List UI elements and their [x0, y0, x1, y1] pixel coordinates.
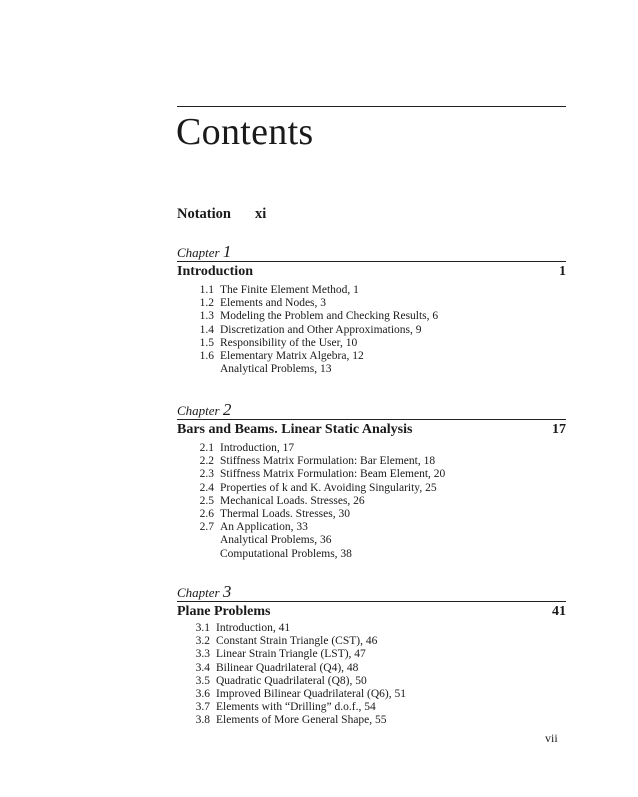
section-number: 3.3	[195, 648, 210, 661]
section-title: Elements and Nodes, 3	[220, 297, 327, 310]
section-title: Elements of More General Shape, 55	[216, 714, 387, 727]
notation-label: Notation	[177, 206, 231, 222]
toc-entry	[177, 495, 566, 508]
section-number: 3.6	[195, 688, 210, 701]
section-title: Elements with “Drilling” d.o.f., 54	[216, 701, 376, 714]
chapter-title: Bars and Beams. Linear Static Analysis	[177, 422, 413, 437]
toc-entry	[177, 521, 566, 534]
toc-entry	[177, 714, 566, 727]
chapter-number: 3	[222, 582, 232, 601]
toc-entry	[177, 534, 566, 547]
toc-entry	[177, 701, 566, 714]
page-title: Contents	[176, 111, 314, 153]
section-number: 2.4	[199, 481, 214, 494]
section-title: Constant Strain Triangle (CST), 46	[216, 635, 378, 648]
section-number: 3.4	[195, 661, 210, 674]
chapter-number: 2	[222, 400, 232, 419]
section-title: Properties of k and K. Avoiding Singularity, 25	[220, 481, 437, 494]
section-title: Improved Bilinear Quadrilateral (Q6), 51	[216, 688, 407, 701]
chapter-word: Chapter	[177, 403, 220, 418]
toc-entry	[177, 648, 566, 661]
top-rule	[177, 106, 566, 107]
section-number: 1.5	[199, 336, 214, 349]
section-title: The Finite Element Method, 1	[220, 284, 359, 296]
chapter-page: 1	[559, 264, 566, 279]
section-title: Stiffness Matrix Formulation: Beam Element, 20	[220, 468, 446, 481]
chapter-label	[177, 584, 566, 600]
notation-entry	[177, 206, 266, 223]
section-number: 2.5	[199, 494, 214, 507]
chapter-title: Plane Problems	[177, 604, 271, 619]
section-title: Elementary Matrix Algebra, 12	[220, 350, 364, 363]
section-number: 2.3	[199, 468, 214, 481]
toc-entry	[177, 363, 566, 376]
section-number: 1.4	[199, 323, 214, 336]
chapter-label	[177, 244, 566, 260]
chapter-word: Chapter	[177, 585, 220, 600]
section-number: 1.3	[199, 310, 214, 323]
chapter-3-section	[177, 584, 566, 728]
chapter-rule	[177, 261, 566, 262]
section-number: 3.7	[195, 701, 210, 714]
toc-entry	[177, 350, 566, 363]
chapter-page: 41	[552, 604, 566, 619]
toc-entry	[177, 284, 566, 297]
section-number: 2.2	[199, 455, 214, 468]
toc-entry	[177, 508, 566, 521]
chapter-rule	[177, 601, 566, 602]
section-list	[177, 622, 566, 728]
toc-entry	[177, 622, 566, 635]
chapter-title-row	[177, 603, 566, 621]
chapter-number: 1	[222, 242, 232, 261]
section-number: 1.6	[199, 350, 214, 363]
section-title: Linear Strain Triangle (LST), 47	[216, 648, 366, 661]
section-number: 1.2	[199, 297, 214, 310]
chapter-1-section	[177, 244, 566, 376]
section-list	[177, 284, 566, 376]
section-title: Bilinear Quadrilateral (Q4), 48	[216, 661, 359, 674]
section-title: Computational Problems, 38	[220, 547, 352, 560]
section-title: Mechanical Loads. Stresses, 26	[220, 494, 365, 507]
toc-entry	[177, 662, 566, 675]
section-list	[177, 442, 566, 561]
chapter-rule	[177, 419, 566, 420]
section-title: An Application, 33	[220, 521, 308, 534]
section-number: 2.7	[199, 521, 214, 534]
toc-entry	[177, 688, 566, 701]
section-number: 3.1	[195, 622, 210, 634]
toc-entry	[177, 297, 566, 310]
section-title: Analytical Problems, 13	[220, 363, 332, 376]
toc-entry	[177, 482, 566, 495]
section-title: Stiffness Matrix Formulation: Bar Element, 18	[220, 455, 436, 468]
toc-entry	[177, 468, 566, 481]
section-title: Quadratic Quadrilateral (Q8), 50	[216, 674, 367, 687]
section-number: 3.8	[195, 714, 210, 727]
toc-entry	[177, 337, 566, 350]
toc-entry	[177, 442, 566, 455]
section-title: Responsibility of the User, 10	[220, 336, 358, 349]
section-number: 1.1	[199, 284, 214, 296]
section-title: Thermal Loads. Stresses, 30	[220, 508, 350, 521]
toc-entry	[177, 675, 566, 688]
toc-entry	[177, 310, 566, 323]
chapter-word: Chapter	[177, 245, 220, 260]
chapter-2-section	[177, 402, 566, 561]
section-title: Discretization and Other Approximations, 9	[220, 323, 422, 336]
section-title: Introduction, 41	[216, 622, 291, 634]
toc-entry	[177, 455, 566, 468]
chapter-page: 17	[552, 422, 566, 437]
section-number: 2.1	[199, 442, 214, 454]
chapter-label	[177, 402, 566, 418]
chapter-title: Introduction	[177, 264, 253, 279]
notation-page: xi	[254, 206, 267, 222]
section-title: Introduction, 17	[220, 442, 295, 454]
toc-entry	[177, 324, 566, 337]
toc-entry	[177, 548, 566, 561]
section-title: Analytical Problems, 36	[220, 534, 332, 547]
section-number: 2.6	[199, 508, 214, 521]
chapter-title-row	[177, 421, 566, 439]
section-number: 3.5	[195, 674, 210, 687]
toc-entry	[177, 635, 566, 648]
page-number: vii	[545, 731, 558, 745]
chapter-title-row	[177, 263, 566, 281]
section-number: 3.2	[195, 635, 210, 648]
section-title: Modeling the Problem and Checking Results, 6	[220, 310, 439, 323]
